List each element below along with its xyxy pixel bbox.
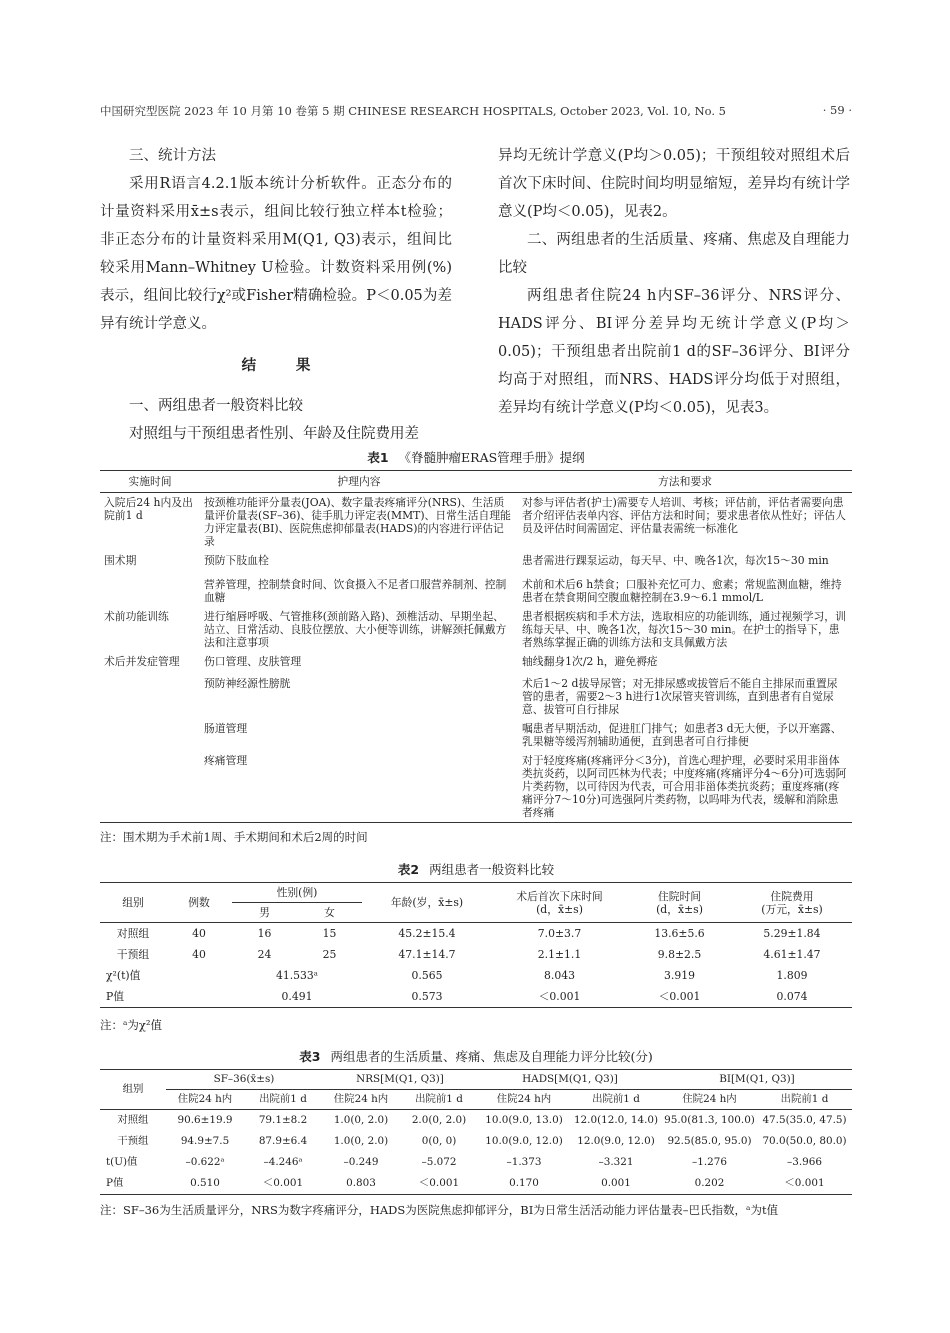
table1-header-cell: 方法和要求 (518, 471, 852, 493)
heading-statistics: 三、统计方法 (129, 148, 216, 164)
table3-caption (100, 1047, 852, 1065)
table-row (100, 923, 852, 945)
table-cell: –0.622ᵃ (185, 1156, 225, 1168)
table-cell: 术后并发症管理 (104, 655, 180, 668)
table-cell: 疼痛管理 (200, 751, 518, 823)
table-cell: 3.919 (664, 969, 695, 982)
table-row (100, 719, 852, 751)
table-cell: –0.249 (343, 1156, 379, 1168)
table-row (100, 986, 852, 1008)
right-column (498, 142, 850, 422)
table-cell: 患者根据疾病和手术方法，选取相应的功能训练，通过视频学习，训练每天早、中、晚各1次，每次15～30 min。在护士的指导下，患者熟练掌握正确的训练方法和支具佩戴方法 (522, 610, 846, 649)
table-cell: 0.565 (411, 969, 443, 982)
table-cell: 进行缩唇呼吸、气管推移(颈前路入路)、颈椎活动、早期坐起、站立、日常活动、良肢位摆放、大小便等训练，讲解颈托佩戴方法和注意事项 (204, 610, 507, 649)
table-cell: 95.0(81.3, 100.0) (664, 1114, 755, 1126)
paragraph-general-cont: 异均无统计学意义(P均＞0.05)；干预组较对照组术后首次下床时间、住院时间均明显缩短，差异均有统计学意义(P均＜0.05)，见表2。 (498, 148, 850, 220)
table-cell: 5.29±1.84 (763, 927, 821, 940)
table3-subheader: 住院24 h内 (662, 1090, 757, 1110)
table3-subheader: 出院前1 d (757, 1090, 852, 1110)
table-cell: 干预组 (117, 1135, 149, 1147)
table-cell: 0.074 (732, 986, 852, 1008)
table-cell: –3.966 (787, 1156, 822, 1168)
table-cell: 4.61±1.47 (763, 948, 821, 961)
table3-number: 表3 (299, 1049, 321, 1064)
table2-header-first-walk-label: 术后首次下床时间 (516, 889, 603, 903)
table-row (100, 1152, 852, 1173)
table3-subheader: 住院24 h内 (322, 1090, 400, 1110)
table-cell: 40 (192, 948, 206, 961)
left-column (100, 142, 452, 448)
table-cell: 9.8±2.5 (657, 948, 702, 961)
table2-title: 两组患者一般资料比较 (429, 862, 555, 877)
journal-info: 中国研究型医院 2023 年 10 月第 10 卷第 5 期 CHINESE RESEARCH HOSPITALS, October 2023, Vol. 10, No. 5 (100, 104, 726, 118)
table-cell: 术前功能训练 (104, 610, 169, 623)
table3-header-sf36: SF–36(x̄±s) (166, 1070, 322, 1090)
table-cell: 2.0(0, 2.0) (411, 1114, 467, 1126)
table-cell: 25 (322, 948, 337, 961)
table-cell: χ²(t)值 (106, 969, 141, 982)
table2-header-first-walk (492, 883, 627, 923)
table-cell: 按颈椎功能评分量表(JOA)、数字量表疼痛评分(NRS)、生活质量评价量表(SF–36)、徒手肌力评定表(MMT)、日常生活自理能力评定量表(BI)、医院焦虑抑郁量表(HADS)的内容进行评估记录 (204, 496, 511, 548)
table-cell: 8.043 (544, 969, 575, 982)
table-cell: 24 (257, 948, 272, 961)
table-cell: 嘱患者早期活动，促进肛门排气；如患者3 d无大便，予以开塞露、乳果糖等缓泻剂辅助通便，直到患者可自行排便 (522, 722, 842, 748)
table-row (100, 551, 852, 575)
table-cell: 94.9±7.5 (180, 1135, 230, 1147)
table-cell: 1.0(0, 2.0) (333, 1114, 389, 1126)
heading-results: 结 果 (241, 358, 328, 374)
table2 (100, 882, 852, 1008)
table-cell: t(U)值 (106, 1156, 138, 1168)
table-cell: 92.5(85.0, 95.0) (667, 1135, 752, 1147)
table-cell: 0(0, 0) (421, 1135, 457, 1147)
table2-caption (100, 860, 852, 878)
page-number: · 59 · (822, 103, 852, 117)
table-cell: 围术期 (104, 554, 137, 567)
table3-subheader: 住院24 h内 (478, 1090, 570, 1110)
table-cell: –5.072 (421, 1156, 457, 1168)
table-cell: ＜0.001 (757, 1173, 852, 1195)
table1 (100, 470, 852, 823)
table-cell: 0.803 (322, 1173, 400, 1195)
table-cell: 47.1±14.7 (398, 948, 456, 961)
table3-subheader: 住院24 h内 (166, 1090, 244, 1110)
table2-header-sex: 性别(例) (232, 883, 362, 903)
table3-title: 两组患者的生活质量、疼痛、焦虑及自理能力评分比较(分) (330, 1049, 653, 1064)
table-cell: 70.0(50.0, 80.0) (762, 1135, 847, 1147)
table-cell: 0.001 (570, 1173, 662, 1195)
table-cell: 对照组 (117, 1114, 149, 1126)
table-cell: P值 (100, 1173, 166, 1195)
table2-header-group: 组别 (100, 883, 166, 923)
table-cell: 术后1～2 d拔导尿管；对无排尿感或拔管后不能自主排尿而重置尿管的患者，需要2～3 h进行1次尿管夹管训练，直到患者有自觉尿意、拔管可自行排尿 (522, 677, 838, 716)
table-cell: 1.809 (776, 969, 808, 982)
table-row (100, 575, 852, 607)
table1-header-cell: 护理内容 (200, 471, 518, 493)
table-row (100, 652, 852, 674)
table2-header-female: 女 (297, 903, 362, 923)
table3-header-hads: HADS[M(Q1, Q3)] (478, 1070, 662, 1090)
table-cell: –1.373 (506, 1156, 542, 1168)
table3-subheader: 出院前1 d (244, 1090, 322, 1110)
table2-header-cost-unit: (万元，x̄±s) (761, 902, 823, 916)
table-cell: 15 (322, 927, 337, 940)
table-cell: 2.1±1.1 (537, 948, 582, 961)
table2-note: 注：ᵃ为χ²值 (100, 1018, 163, 1032)
heading-quality: 二、两组患者的生活质量、疼痛、焦虑及自理能力比较 (498, 232, 850, 276)
paragraph-statistics: 采用R语言4.2.1版本统计分析软件。正态分布的计量资料采用x̄±s表示，组间比较行独立样本t检验；非正态分布的计量资料采用M(Q1, Q3)表示，组间比较采用Mann–Whitney U检验。计数资料采用例(%)表示，组间比较行χ²或Fisher精确检验。P＜0.05为差异有统计学意义。 (100, 176, 452, 332)
table1-note: 注：围术期为手术前1周、手术期间和术后2周的时间 (100, 830, 368, 844)
table-row (100, 1110, 852, 1132)
table-cell: 0.510 (166, 1173, 244, 1195)
table-row (100, 1173, 852, 1195)
table-cell: 肠道管理 (204, 722, 248, 735)
table-row (100, 607, 852, 652)
table-cell: 预防神经源性膀胱 (204, 677, 291, 690)
table-cell: ＜0.001 (627, 986, 732, 1008)
table-cell: 79.1±8.2 (258, 1114, 308, 1126)
table-cell: 0.491 (232, 986, 362, 1008)
table1-header-cell: 实施时间 (100, 471, 200, 493)
table-cell: P值 (100, 986, 166, 1008)
table-row (100, 944, 852, 965)
table-row (100, 674, 852, 719)
table1-caption (100, 448, 852, 466)
table3-subheader: 出院前1 d (400, 1090, 478, 1110)
table-row (100, 493, 852, 552)
table-cell: 16 (257, 927, 272, 940)
table-cell (100, 575, 200, 607)
table-row (100, 1131, 852, 1152)
table-cell: 轴线翻身1次/2 h，避免褥疮 (522, 655, 658, 668)
running-header (100, 103, 852, 119)
heading-general-data: 一、两组患者一般资料比较 (129, 398, 303, 414)
table3-header-bi: BI[M(Q1, Q3)] (662, 1070, 852, 1090)
table-cell: 预防下肢血栓 (204, 554, 269, 567)
table2-header-cost (732, 883, 852, 923)
table-cell: 入院后24 h内及出院前1 d (104, 496, 193, 522)
table2-header-n: 例数 (166, 883, 232, 923)
table3-note: 注：SF–36为生活质量评分，NRS为数字疼痛评分，HADS为医院焦虑抑郁评分，BI为日常生活活动能力评估量表–巴氏指数，ᵃ为t值 (100, 1203, 779, 1217)
paragraph-general-data: 对照组与干预组患者性别、年龄及住院费用差 (129, 426, 419, 442)
table-cell: 45.2±15.4 (398, 927, 456, 940)
paragraph-quality: 两组患者住院24 h内SF–36评分、NRS评分、HADS评分、BI评分差异均无统计学意义(P均＞0.05)；干预组患者出院前1 d的SF–36评分、BI评分均高于对照组，而NRS、HADS评分均低于对照组，差异均有统计学意义(P均＜0.05)，见表3。 (498, 288, 850, 416)
table-cell: ＜0.001 (244, 1173, 322, 1195)
table-cell: –4.246ᵃ (263, 1156, 303, 1168)
table-cell: 对照组 (116, 927, 150, 940)
table-cell (100, 719, 200, 751)
table3-header-nrs: NRS[M(Q1, Q3)] (322, 1070, 478, 1090)
table-cell: 0.573 (362, 986, 492, 1008)
table-cell: 12.0(9.0, 12.0) (577, 1135, 655, 1147)
table3 (100, 1069, 852, 1195)
table1-title: 《脊髓肿瘤ERAS管理手册》提纲 (398, 450, 585, 465)
table2-header-stay-unit: (d，x̄±s) (656, 902, 703, 916)
table2-header-age: 年龄(岁，x̄±s) (362, 883, 492, 923)
table-cell: 7.0±3.7 (537, 927, 582, 940)
table-cell: 13.6±5.6 (654, 927, 705, 940)
table-cell (100, 751, 200, 823)
table-cell: 41.533ᵃ (276, 969, 318, 982)
table2-number: 表2 (397, 862, 420, 877)
table-cell: 90.6±19.9 (177, 1114, 233, 1126)
table1-header-row (100, 471, 852, 493)
table-cell: 10.0(9.0, 13.0) (485, 1114, 563, 1126)
table2-header-first-walk-unit: (d，x̄±s) (536, 902, 583, 916)
table-cell: ＜0.001 (400, 1173, 478, 1195)
table-row (100, 751, 852, 823)
table-cell: –3.321 (598, 1156, 634, 1168)
table3-subheader: 出院前1 d (570, 1090, 662, 1110)
table-cell: 对参与评估者(护士)需要专人培训、考核；评估前，评估者需要向患者介绍评估表单内容、评估方法和时间；要求患者依从性好；评估人员及评估时间需固定、评估量表需统一标准化 (522, 496, 846, 535)
table-cell: 40 (192, 927, 206, 940)
table-cell: 47.5(35.0, 47.5) (762, 1114, 847, 1126)
table-row (100, 965, 852, 986)
table2-header-stay (627, 883, 732, 923)
table2-header-cost-label: 住院费用 (770, 889, 814, 903)
table1-number: 表1 (367, 450, 389, 465)
table2-header-stay-label: 住院时间 (657, 889, 702, 903)
table2-header-male: 男 (232, 903, 297, 923)
table-cell: 10.0(9.0, 12.0) (485, 1135, 563, 1147)
table-cell: 0.202 (662, 1173, 757, 1195)
table-cell: 伤口管理、皮肤管理 (204, 655, 302, 668)
table-cell: 对于轻度疼痛(疼痛评分＜3分)，首选心理护理，必要时采用非甾体类抗炎药，以阿司匹林为代表；中度疼痛(疼痛评分4～6分)可选弱阿片类药物，以可待因为代表，可合用非甾体类抗炎药；重度疼痛(疼痛评分7～10分)可选强阿片类药物，以吗啡为代表，缓解和消除患者疼痛 (518, 751, 852, 823)
table3-header-group: 组别 (100, 1070, 166, 1110)
table-cell: –1.276 (692, 1156, 727, 1168)
table-cell: 87.9±6.4 (258, 1135, 308, 1147)
table-cell: 干预组 (116, 948, 150, 961)
table-cell: 1.0(0, 2.0) (333, 1135, 389, 1147)
table-cell: 患者需进行踝泵运动，每天早、中、晚各1次，每次15～30 min (522, 554, 829, 567)
table-cell: 0.170 (478, 1173, 570, 1195)
table-cell (100, 674, 200, 719)
table-cell: 12.0(12.0, 14.0) (573, 1114, 659, 1126)
table-cell: 术前和术后6 h禁食；口服补充忆可力、愈素；常规监测血糖，维持患者在禁食期间空腹血糖控制在3.9～6.1 mmol/L (522, 578, 842, 604)
table-cell: 营养管理，控制禁食时间、饮食摄入不足者口服营养制剂、控制血糖 (204, 578, 507, 604)
table-cell: ＜0.001 (492, 986, 627, 1008)
